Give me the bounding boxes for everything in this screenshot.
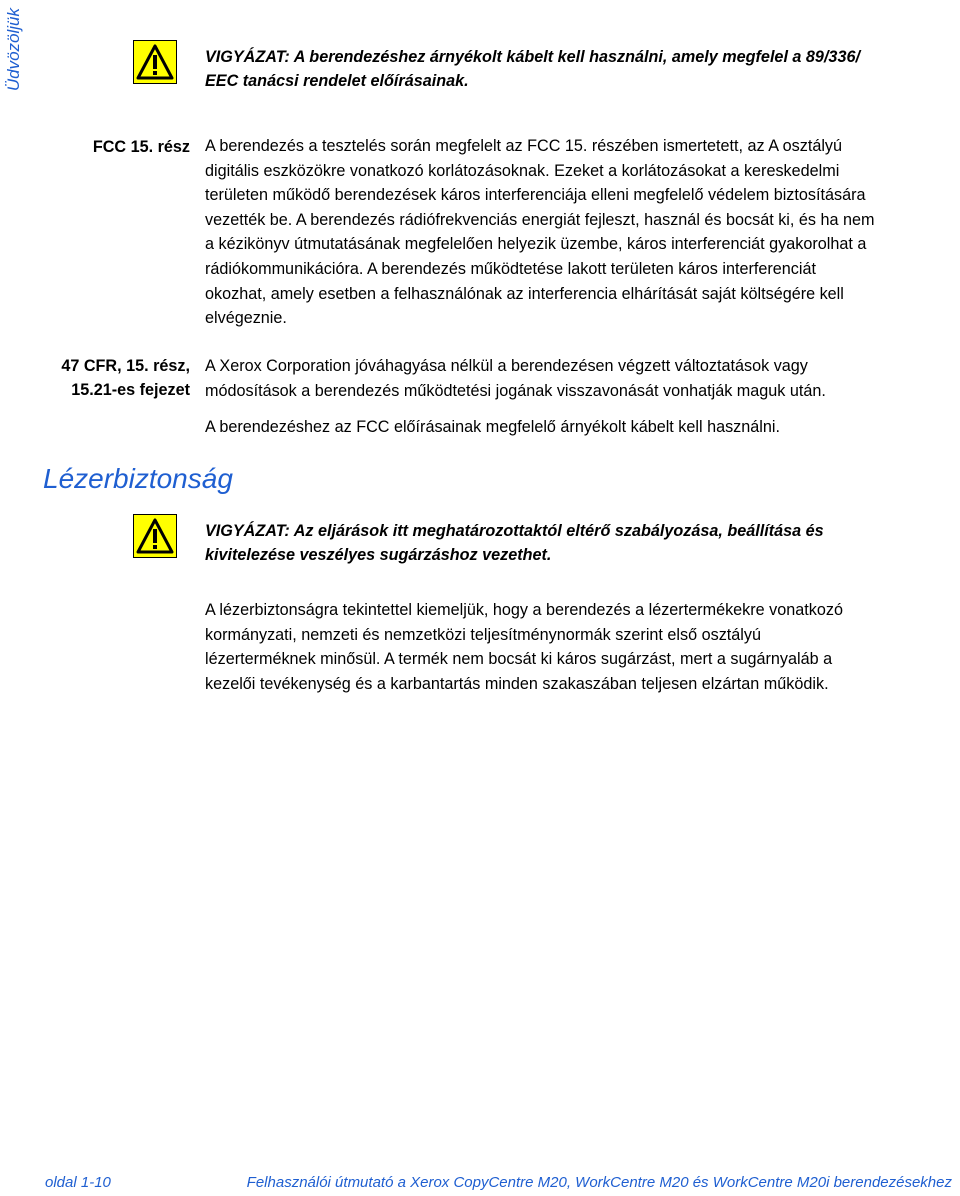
footer-title: Felhasználói útmutató a Xerox CopyCentre M20, WorkCentre M20 és WorkCentre M20i berendezésekhez xyxy=(246,1174,952,1191)
warning-text-2 xyxy=(205,519,945,567)
paragraph-line: A Xerox Corporation jóváhagyása nélkül a berendezésen végzett változtatások vagy xyxy=(205,357,808,375)
warning-triangle-icon xyxy=(133,40,177,84)
warning-line: EEC tanácsi rendelet előírásainak. xyxy=(205,72,469,90)
paragraph-line: vezették be. A berendezés rádiófrekvenciás energiát fejleszt, használ és bocsát ki, és ha nem xyxy=(205,210,875,229)
cfr-paragraph xyxy=(205,354,957,403)
warning-line: VIGYÁZAT: Az eljárások itt meghatározottaktól eltérő szabályozása, beállítása és xyxy=(205,522,824,540)
paragraph-line: A berendezés a tesztelés során megfelelt az FCC 15. részében ismertetett, az A osztályú xyxy=(205,137,843,155)
warning-line: kivitelezése veszélyes sugárzáshoz vezethet. xyxy=(205,546,552,564)
paragraph-line: a kézikönyv útmutatásának megfelelően helyezik üzembe, káros interferenciát gyakorolhat a xyxy=(205,235,867,254)
warning-triangle-icon xyxy=(133,514,177,558)
side-tab[interactable] xyxy=(0,0,30,130)
fcc-label-text: FCC 15. rész xyxy=(92,138,190,156)
warning-line: VIGYÁZAT: A berendezéshez árnyékolt kábelt kell használni, amely megfelel a 89/336/ xyxy=(205,48,860,66)
laser-paragraph xyxy=(205,598,957,696)
footer-page-number: oldal 1-10 xyxy=(45,1174,111,1191)
fcc-label xyxy=(0,135,190,159)
paragraph-line: kormányzati, nemzeti és nemzetközi teljesítménynormák szerint első osztályú xyxy=(205,625,761,644)
cfr-label xyxy=(0,354,190,402)
paragraph-line: módosítások a berendezés működtetési jogának visszavonását vonhatják maguk után. xyxy=(205,381,826,400)
cfr-extra-paragraph xyxy=(205,415,957,440)
paragraph-line: elvégeznie. xyxy=(205,309,287,328)
warning-text-1 xyxy=(205,45,945,93)
paragraph-line: okozhat, amely esetben a felhasználónak az interferencia elhárítását saját költségére kell xyxy=(205,284,844,303)
fcc-paragraph xyxy=(205,134,957,331)
paragraph-line: rádiókommunikációra. A berendezés működtetése lakott területen káros interferenciát xyxy=(205,259,816,278)
side-tab-label: Üdvözöljük xyxy=(4,8,23,92)
paragraph-line: A berendezéshez az FCC előírásainak megfelelő árnyékolt kábelt kell használni. xyxy=(205,418,780,436)
cfr-label-line: 47 CFR, 15. rész, xyxy=(61,357,190,375)
paragraph-line: A lézerbiztonságra tekintettel kiemeljük, hogy a berendezés a lézertermékekre vonatkozó xyxy=(205,601,843,619)
cfr-label-line: 15.21-es fejezet xyxy=(71,381,190,399)
paragraph-line: lézerterméknek minősül. A termék nem bocsát ki káros sugárzást, mert a sugárnyaláb a xyxy=(205,650,833,669)
paragraph-line: kezelői tevékenység és a karbantartás minden szakaszában teljesen elzártan működik. xyxy=(205,674,829,693)
section-heading-laser: Lézerbiztonság xyxy=(43,463,233,494)
paragraph-line: digitális eszközökre vonatkozó korlátozásoknak. Ezeket a korlátozásokat a kereskedelmi xyxy=(205,161,840,180)
paragraph-line: területen működő berendezések káros interferenciája elleni megfelelő védelem biztosítására xyxy=(205,186,866,205)
